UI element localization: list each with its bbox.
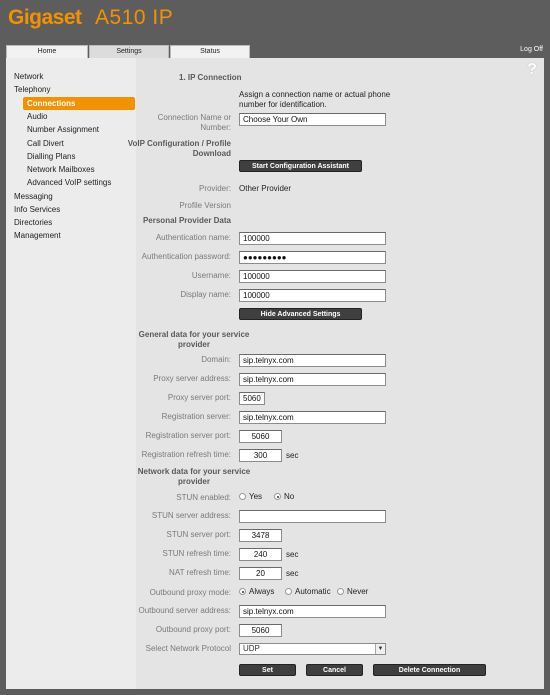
model-name: A510 IP [95,6,174,29]
network-data-label: Network data for your service provider [137,467,251,486]
radio-on-icon [274,493,281,500]
nat-refresh-unit: sec [286,569,299,578]
sidebar-item-advanced-voip[interactable]: Advanced VoIP settings [27,178,112,187]
network-protocol-select[interactable] [239,643,386,655]
registration-server-label: Registration server: [161,412,231,421]
stun-port-label: STUN server port: [166,530,231,539]
registration-refresh-label: Registration refresh time: [141,450,231,459]
stun-enabled-label: STUN enabled: [176,493,231,502]
sidebar-item-network-mailboxes[interactable]: Network Mailboxes [27,165,95,174]
outbound-automatic-radio[interactable] [285,587,331,596]
stun-refresh-label: STUN refresh time: [162,549,231,558]
sidebar [6,58,136,689]
sidebar-item-telephony[interactable]: Telephony [14,85,51,94]
tab-status[interactable]: Status [170,45,250,58]
connection-name-input[interactable]: Choose Your Own [239,113,386,126]
radio-off-icon [285,588,292,595]
radio-off-icon [337,588,344,595]
radio-off-icon [239,493,246,500]
sidebar-item-messaging[interactable]: Messaging [14,192,53,201]
stun-no-radio[interactable] [274,492,294,501]
radio-on-icon [239,588,246,595]
domain-input[interactable]: sip.telnyx.com [239,354,386,367]
sidebar-item-management[interactable]: Management [14,231,61,240]
outbound-always-radio[interactable] [239,587,274,596]
outbound-never-label: Never [347,587,369,596]
nat-refresh-input[interactable]: 20 [239,567,282,580]
sidebar-item-directories[interactable]: Directories [14,218,53,227]
sidebar-item-number-assignment[interactable]: Number Assignment [27,125,100,134]
help-icon[interactable]: ? [527,61,537,78]
registration-server-input[interactable]: sip.telnyx.com [239,411,386,424]
outbound-address-input[interactable]: sip.telnyx.com [239,605,386,618]
sidebar-item-call-divert[interactable]: Call Divert [27,139,64,148]
auth-password-label: Authentication password: [141,252,231,261]
nat-refresh-label: NAT refresh time: [169,568,231,577]
sidebar-item-info-services[interactable]: Info Services [14,205,61,214]
network-protocol-label: Select Network Protocol [145,644,231,653]
brand-logo: Gigaset [8,6,82,29]
stun-port-input[interactable]: 3478 [239,529,282,542]
stun-no-label: No [284,492,295,501]
username-label: Username: [191,271,231,280]
chevron-down-icon[interactable]: ▼ [375,644,385,654]
network-protocol-value: UDP [243,644,260,653]
general-data-label: General data for your service provider [138,330,250,349]
registration-refresh-unit: sec [286,451,299,460]
delete-connection-button[interactable]: Delete Connection [373,664,486,676]
auth-password-input[interactable]: ●●●●●●●●● [239,251,386,264]
outbound-mode-label: Outbound proxy mode: [149,588,231,597]
hide-advanced-settings-button[interactable]: Hide Advanced Settings [239,308,362,320]
section-header: 1. IP Connection [179,73,242,82]
provider-label: Provider: [198,184,231,193]
auth-name-label: Authentication name: [155,233,231,242]
provider-value: Other Provider [239,184,292,193]
proxy-address-input[interactable]: sip.telnyx.com [239,373,386,386]
logoff-link[interactable]: Log Off [520,46,543,53]
outbound-port-label: Outbound proxy port: [155,625,231,634]
outbound-address-label: Outbound server address: [138,606,231,615]
tab-settings[interactable]: Settings [89,45,169,58]
sidebar-item-network[interactable]: Network [14,72,44,81]
connection-name-label: Connection Name or Number: [157,113,231,132]
connection-description: Assign a connection name or actual phone number for identification. [239,90,391,109]
registration-port-input[interactable]: 5060 [239,430,282,443]
stun-address-input[interactable] [239,510,386,523]
cancel-button[interactable]: Cancel [306,664,363,676]
stun-refresh-input[interactable]: 240 [239,548,282,561]
main-frame [6,58,544,689]
stun-refresh-unit: sec [286,550,299,559]
outbound-port-input[interactable]: 5060 [239,624,282,637]
proxy-port-input[interactable]: 5060 [239,392,265,405]
username-input[interactable]: 100000 [239,270,386,283]
set-button[interactable]: Set [239,664,296,676]
proxy-port-label: Proxy server port: [167,393,231,402]
settings-content [127,58,544,689]
profile-version-label: Profile Version [179,201,231,210]
proxy-address-label: Proxy server address: [153,374,231,383]
start-configuration-assistant-button[interactable]: Start Configuration Assistant [239,160,362,172]
outbound-always-label: Always [249,587,275,596]
sidebar-item-audio[interactable]: Audio [27,112,48,121]
display-name-input[interactable]: 100000 [239,289,386,302]
domain-label: Domain: [201,355,231,364]
registration-port-label: Registration server port: [145,431,231,440]
display-name-label: Display name: [180,290,231,299]
stun-yes-radio[interactable] [239,492,262,501]
sidebar-item-dialling-plans[interactable]: Dialling Plans [27,152,76,161]
stun-yes-label: Yes [249,492,263,501]
personal-provider-data-label: Personal Provider Data [142,216,231,225]
auth-name-input[interactable]: 100000 [239,232,386,245]
stun-address-label: STUN server address: [151,511,231,520]
sidebar-item-connections[interactable]: Connections [23,97,135,110]
tab-home[interactable]: Home [6,45,88,58]
outbound-automatic-label: Automatic [295,587,331,596]
outbound-never-radio[interactable] [337,587,368,596]
voip-config-label: VoIP Configuration / Profile Download [127,139,231,158]
registration-refresh-input[interactable]: 300 [239,449,282,462]
